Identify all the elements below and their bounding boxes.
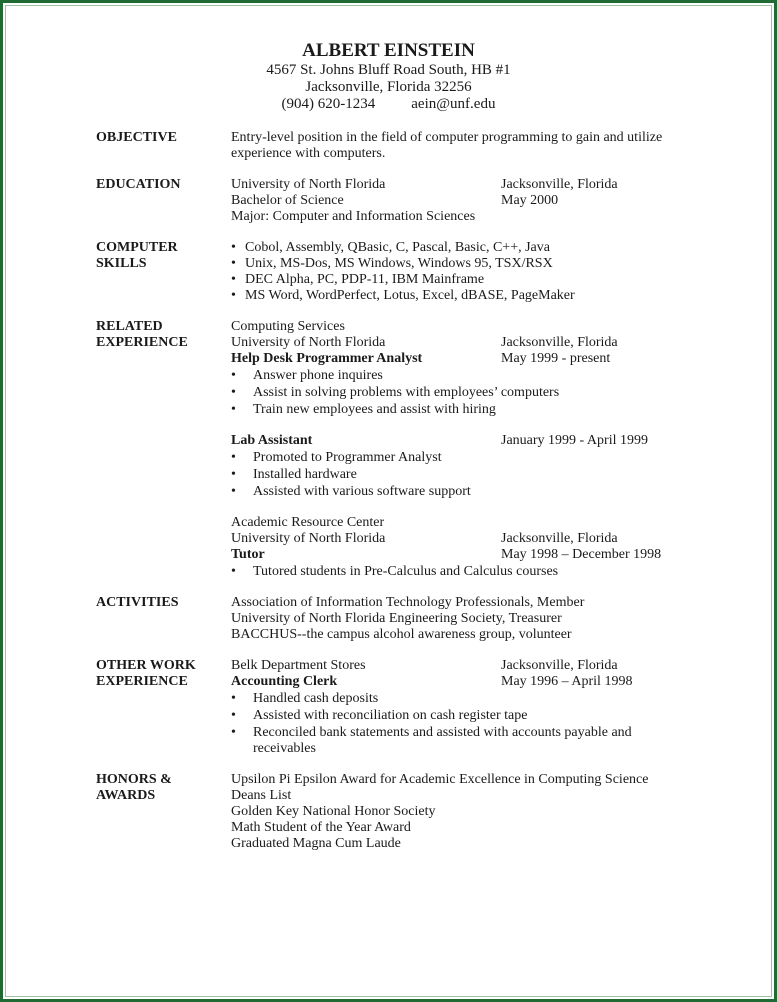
job2-date: January 1999 - April 1999: [501, 433, 648, 448]
objective-line: experience with computers.: [231, 146, 386, 161]
street-address: 4567 St. Johns Bluff Road South, HB #1: [266, 62, 511, 78]
honors-title: [96, 772, 226, 804]
job1-org: Computing Services: [231, 319, 345, 334]
bullet-icon: •: [231, 368, 236, 383]
skills-title-line: SKILLS: [96, 256, 147, 271]
list-item: University of North Florida Engineering Society, Treasurer: [231, 611, 562, 626]
job3-date: May 1998 – December 1998: [501, 547, 662, 562]
job3-position: Tutor: [231, 547, 265, 562]
job2-position: Lab Assistant: [231, 433, 313, 448]
job3-position-row: [231, 547, 701, 563]
skills-title: [96, 240, 226, 272]
list-item: Graduated Magna Cum Laude: [231, 836, 401, 851]
list-item: • Train new employees and assist with hiring: [231, 402, 496, 417]
list-item: • MS Word, WordPerfect, Lotus, Excel, dBASE, PageMaker: [231, 288, 575, 303]
job1-location: Jacksonville, Florida: [501, 335, 618, 350]
job3-school: University of North Florida: [231, 531, 386, 546]
list-item: • Tutored students in Pre-Calculus and Calculus courses: [231, 564, 559, 579]
list-item: • Cobol, Assembly, QBasic, C, Pascal, Basic, C++, Java: [231, 240, 550, 255]
education-degree-row: [231, 193, 701, 209]
applicant-name: ALBERT EINSTEIN: [302, 40, 475, 61]
other-work-org-row: [231, 658, 701, 674]
city-state-zip: Jacksonville, Florida 32256: [305, 79, 472, 95]
bullet-icon: •: [231, 725, 236, 740]
phone-number: (904) 620-1234: [281, 96, 376, 112]
related-title-line: EXPERIENCE: [96, 335, 188, 350]
list-item: BACCHUS--the campus alcohol awareness group, volunteer: [231, 627, 572, 642]
job3-org: Academic Resource Center: [231, 515, 385, 530]
bullet-icon: •: [231, 272, 236, 287]
job1-position: Help Desk Programmer Analyst: [231, 351, 423, 366]
honors-title-line: AWARDS: [96, 788, 156, 803]
list-item: • Installed hardware: [231, 467, 357, 482]
skills-list: [231, 240, 701, 304]
bullet-icon: •: [231, 385, 236, 400]
other-work-title-line: EXPERIENCE: [96, 674, 188, 689]
job1-position-row: [231, 351, 701, 367]
education-location: Jacksonville, Florida: [501, 177, 618, 192]
education-title: EDUCATION: [96, 177, 181, 192]
list-item: Golden Key National Honor Society: [231, 804, 436, 819]
other-work-body: [231, 658, 701, 757]
other-work-date: May 1996 – April 1998: [501, 674, 633, 689]
other-work-position-row: [231, 674, 701, 690]
other-work-position: Accounting Clerk: [231, 674, 338, 689]
contact-line: [0, 96, 777, 113]
list-item: • Assisted with reconciliation on cash register tape: [231, 708, 528, 723]
education-major: Major: Computer and Information Sciences: [231, 209, 476, 224]
skills-title-line: COMPUTER: [96, 240, 178, 255]
list-item: • Handled cash deposits: [231, 691, 379, 706]
bullet-icon: •: [231, 256, 236, 271]
education-school-row: [231, 177, 701, 193]
bullet-icon: •: [231, 484, 236, 499]
objective-body: [231, 130, 701, 162]
bullet-icon: •: [231, 240, 236, 255]
bullet-icon: •: [231, 450, 236, 465]
related-experience-body: [231, 319, 701, 580]
other-work-title-line: OTHER WORK: [96, 658, 196, 673]
education-school: University of North Florida: [231, 177, 386, 192]
list-item: • Answer phone inquires: [231, 368, 383, 383]
job3-location: Jacksonville, Florida: [501, 531, 618, 546]
resume-header: [0, 40, 777, 113]
other-work-org: Belk Department Stores: [231, 658, 366, 673]
education-body: [231, 177, 701, 225]
list-item: Math Student of the Year Award: [231, 820, 411, 835]
email-address: aein@unf.edu: [411, 96, 496, 112]
list-item: • Promoted to Programmer Analyst: [231, 450, 442, 465]
other-work-title: [96, 658, 226, 690]
list-item: • Unix, MS-Dos, MS Windows, Windows 95, TSX/RSX: [231, 256, 553, 271]
bullet-icon: •: [231, 288, 236, 303]
bullet-icon: •: [231, 564, 236, 579]
list-item: Deans List: [231, 788, 292, 803]
other-work-location: Jacksonville, Florida: [501, 658, 618, 673]
education-degree: Bachelor of Science: [231, 193, 344, 208]
list-item: Association of Information Technology Professionals, Member: [231, 595, 585, 610]
job1-date: May 1999 - present: [501, 351, 611, 366]
bullet-icon: •: [231, 708, 236, 723]
honors-list: [231, 772, 701, 852]
bullet-icon: •: [231, 467, 236, 482]
bullet-icon: •: [231, 691, 236, 706]
objective-title: OBJECTIVE: [96, 130, 177, 145]
job2-position-row: [231, 433, 701, 449]
job3-school-row: [231, 531, 701, 547]
list-item: • DEC Alpha, PC, PDP-11, IBM Mainframe: [231, 272, 485, 287]
list-item: • Reconciled bank statements and assisted with accounts payable and receivables: [231, 725, 632, 756]
activities-title: ACTIVITIES: [96, 595, 179, 610]
job1-school: University of North Florida: [231, 335, 386, 350]
honors-title-line: HONORS &: [96, 772, 172, 787]
job1-school-row: [231, 335, 701, 351]
related-title-line: RELATED: [96, 319, 163, 334]
bullet-icon: •: [231, 402, 236, 417]
list-item: • Assisted with various software support: [231, 484, 471, 499]
list-item: Upsilon Pi Epsilon Award for Academic Excellence in Computing Science: [231, 772, 649, 787]
activities-list: [231, 595, 701, 643]
related-experience-title: [96, 319, 226, 351]
education-date: May 2000: [501, 193, 559, 208]
list-item: • Assist in solving problems with employees’ computers: [231, 385, 560, 400]
objective-line: Entry-level position in the field of computer programming to gain and utilize: [231, 130, 663, 145]
